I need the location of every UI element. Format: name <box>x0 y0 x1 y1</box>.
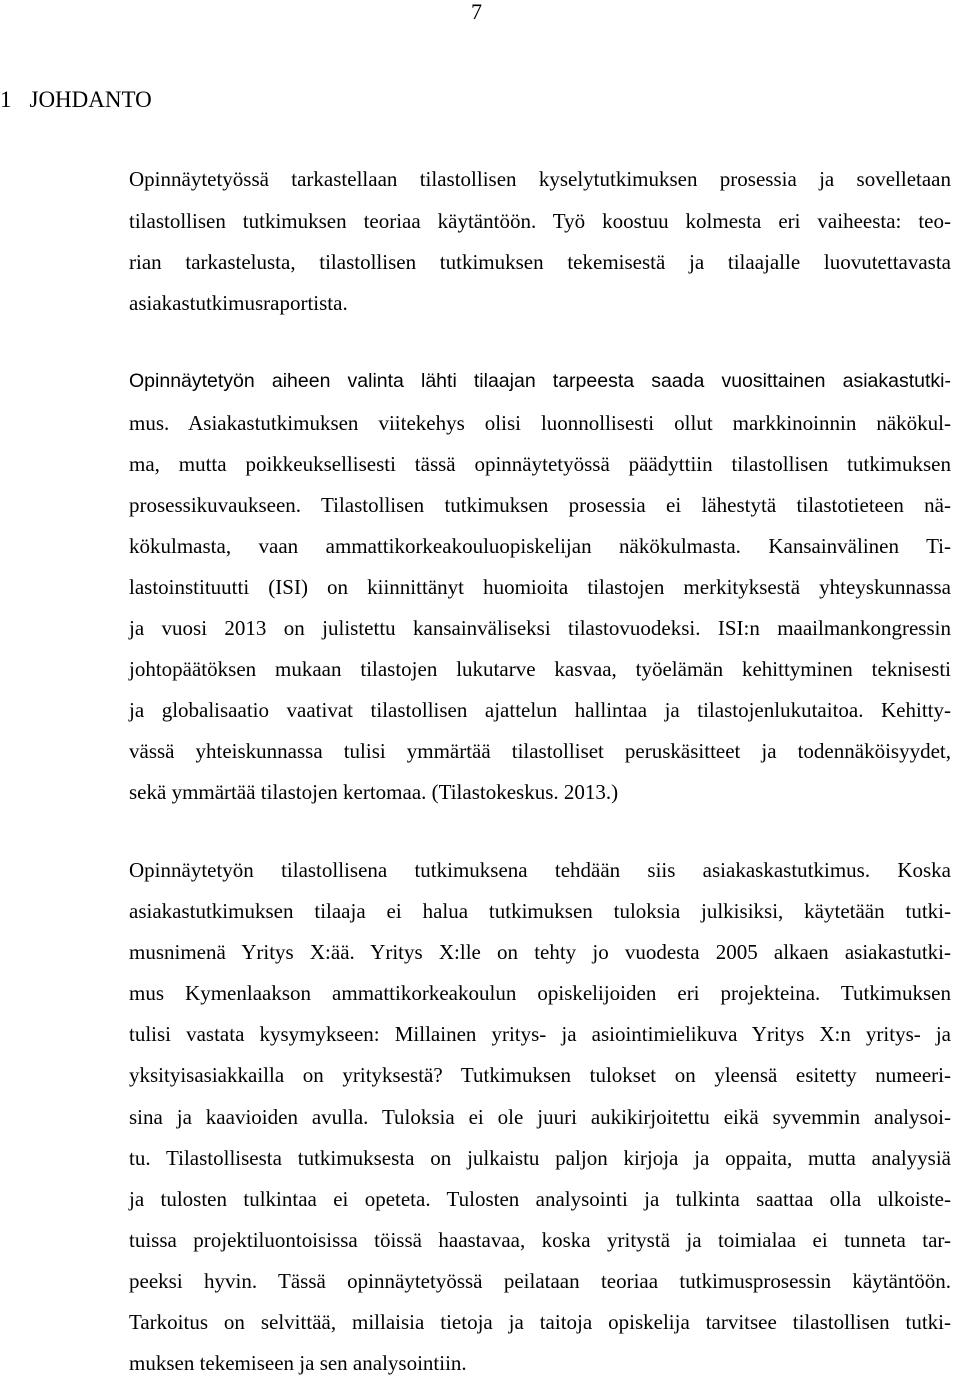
chapter-title: JOHDANTO <box>29 87 152 112</box>
text-line: vässä yhteiskunnassa tulisi ymmärtää tilastolliset peruskäsitteet ja todennäköisyydet, <box>129 739 951 763</box>
text-line: johtopäätöksen mukaan tilastojen lukutarve kasvaa, työelämän kehittyminen teknisesti <box>129 657 951 681</box>
text-line: tuissa projektiluontoisissa töissä haastavaa, koska yritystä ja toimialaa ei tunneta tar- <box>129 1228 951 1252</box>
text-line: ja globalisaatio vaativat tilastollisen ajattelun hallintaa ja tilastojenlukutaitoa. Kehitty- <box>129 698 951 722</box>
chapter-number: 1 <box>0 87 12 112</box>
text-line: prosessikuvaukseen. Tilastollisen tutkimuksen prosessia ei lähestytä tilastotieteen nä- <box>129 493 951 517</box>
text-line: Opinnäytetyössä tarkastellaan tilastollisen kyselytutkimuksen prosessia ja sovelletaan <box>129 167 951 191</box>
text-line: yksityisasiakkailla on yrityksestä? Tutkimuksen tulokset on yleensä esitetty numeeri- <box>129 1063 951 1087</box>
text-line: tu. Tilastollisesta tutkimuksesta on julkaistu paljon kirjoja ja oppaita, mutta analyysiä <box>129 1146 951 1170</box>
text-line: Tarkoitus on selvittää, millaisia tietoja ja taitoja opiskelija tarvitsee tilastollisen tutki- <box>129 1310 951 1334</box>
text-line: rian tarkastelusta, tilastollisen tutkimuksen tekemisestä ja tilaajalle luovutettavasta <box>129 250 951 274</box>
chapter-heading <box>0 87 152 113</box>
text-line: sekä ymmärtää tilastojen kertomaa. (Tilastokeskus. 2013.) <box>129 780 619 804</box>
text-line: lastoinstituutti (ISI) on kiinnittänyt huomioita tilastojen merkityksestä yhteyskunnassa <box>129 575 951 599</box>
text-line: ja vuosi 2013 on julistettu kansainväliseksi tilastovuodeksi. ISI:n maailmankongressin <box>129 616 951 640</box>
text-line: ja tulosten tulkintaa ei opeteta. Tulosten analysointi ja tulkinta saattaa olla ulkoiste- <box>129 1187 951 1211</box>
text-line: asiakastutkimusraportista. <box>129 291 348 315</box>
text-line: muksen tekemiseen ja sen analysointiin. <box>129 1351 467 1375</box>
text-line: tulisi vastata kysymykseen: Millainen yritys- ja asiointimielikuva Yritys X:n yritys- ja <box>129 1022 951 1046</box>
text-line: ma, mutta poikkeuksellisesti tässä opinnäytetyössä päädyttiin tilastollisen tutkimuksen <box>129 452 951 476</box>
text-line: Opinnäytetyön tilastollisena tutkimuksena tehdään siis asiakaskastutkimus. Koska <box>129 858 951 882</box>
page-number: 7 <box>471 0 482 24</box>
text-line: sina ja kaavioiden avulla. Tuloksia ei ole juuri aukikirjoitettu eikä syvemmin analysoi- <box>129 1105 951 1129</box>
text-line: mus Kymenlaakson ammattikorkeakoulun opiskelijoiden eri projekteina. Tutkimuksen <box>129 981 951 1005</box>
text-line: Opinnäytetyön aiheen valinta lähti tilaajan tarpeesta saada vuosittainen asiakastutki- <box>129 370 951 392</box>
text-line: mus. Asiakastutkimuksen viitekehys olisi luonnollisesti ollut markkinoinnin näkökul- <box>129 411 951 435</box>
text-line: asiakastutkimuksen tilaaja ei halua tutkimuksen tuloksia julkisiksi, käytetään tutki- <box>129 899 951 923</box>
text-line: kökulmasta, vaan ammattikorkeakouluopiskelijan näkökulmasta. Kansainvälinen Ti- <box>129 534 951 558</box>
text-line: peeksi hyvin. Tässä opinnäytetyössä peilataan teoriaa tutkimusprosessin käytäntöön. <box>129 1269 951 1293</box>
text-line: tilastollisen tutkimuksen teoriaa käytäntöön. Työ koostuu kolmesta eri vaiheesta: teo- <box>129 209 951 233</box>
text-line: musnimenä Yritys X:ää. Yritys X:lle on tehty jo vuodesta 2005 alkaen asiakastutki- <box>129 940 951 964</box>
